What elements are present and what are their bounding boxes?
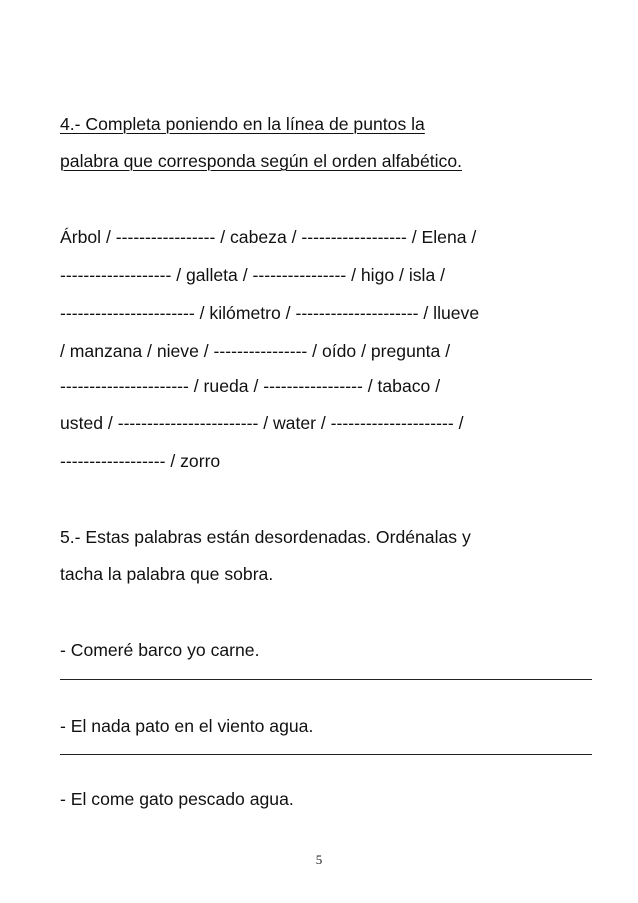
exercise-4-line-7: ------------------ / zorro [60, 451, 221, 471]
answer-line-1 [60, 679, 592, 680]
exercise-5-title-line-2: tacha la palabra que sobra. [60, 564, 274, 584]
exercise-5-item-2: - El nada pato en el viento agua. [60, 716, 314, 736]
exercise-4-line-6: usted / ------------------------ / water / --------------------- / [60, 413, 464, 433]
exercise-4-title-line-1: 4.- Completa poniendo en la línea de puntos la [60, 114, 425, 134]
page-number: 5 [315, 852, 323, 867]
exercise-5-item-3: - El come gato pescado agua. [60, 789, 294, 809]
exercise-4-line-4: / manzana / nieve / ---------------- / oído / pregunta / [60, 341, 451, 361]
exercise-4-line-2: ------------------- / galleta / ---------------- / higo / isla / [60, 265, 446, 285]
exercise-5-item-1: - Comeré barco yo carne. [60, 640, 260, 660]
exercise-4-line-3: ----------------------- / kilómetro / --------------------- / llueve [60, 303, 480, 323]
exercise-4-line-1: Árbol / ----------------- / cabeza / ------------------ / Elena / [60, 227, 477, 247]
exercise-4-line-5: ---------------------- / rueda / ----------------- / tabaco / [60, 376, 441, 396]
exercise-5-title-line-1: 5.- Estas palabras están desordenadas. Ordénalas y [60, 527, 471, 547]
exercise-4-title-line-2: palabra que corresponda según el orden alfabético. [60, 151, 463, 171]
answer-line-2 [60, 754, 592, 755]
